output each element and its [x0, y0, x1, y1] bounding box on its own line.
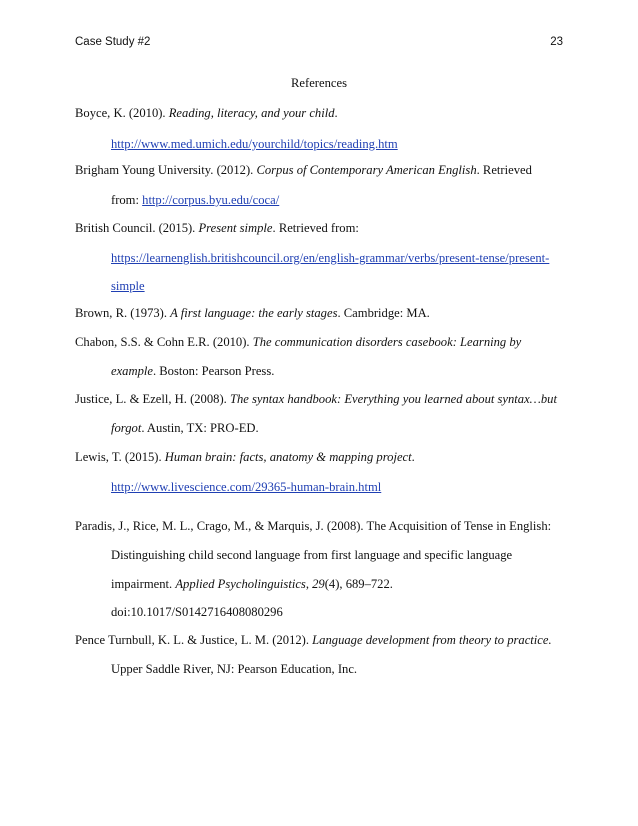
- reference-line: doi:10.1017/S0142716408080296: [111, 605, 283, 619]
- reference-entry-brigham: Brigham Young University. (2012). Corpus of Contemporary American English. Retrieved: [75, 163, 532, 177]
- reference-entry-chabon: Chabon, S.S. & Cohn E.R. (2010). The communication disorders casebook: Learning by: [75, 335, 522, 349]
- reference-line: Upper Saddle River, NJ: Pearson Education, Inc.: [111, 662, 358, 676]
- reference-line: Distinguishing child second language from first language and specific language: [111, 548, 513, 562]
- reference-line: [111, 479, 381, 495]
- reference-line: from: http://corpus.byu.edu/coca/: [111, 193, 280, 207]
- reference-entry-justice: Justice, L. & Ezell, H. (2008). The syntax handbook: Everything you learned about syntax…but: [75, 392, 557, 406]
- reference-line: forgot. Austin, TX: PRO-ED.: [111, 421, 259, 435]
- reference-entry-boyce: Boyce, K. (2010). Reading, literacy, and your child.: [75, 106, 338, 120]
- reference-line: impairment. Applied Psycholinguistics, 29(4), 689–722.: [111, 577, 393, 591]
- british-council-url-link[interactable]: https://learnenglish.britishcouncil.org/en/english-grammar/verbs/present-tense/present-: [111, 251, 550, 265]
- reference-entry-brown: Brown, R. (1973). A first language: the early stages. Cambridge: MA.: [75, 306, 430, 320]
- reference-entry-paradis: Paradis, J., Rice, M. L., Crago, M., & Marquis, J. (2008). The Acquisition of Tense in English:: [75, 519, 552, 533]
- references-title: References: [291, 76, 347, 90]
- reference-entry-pence-turnbull: Pence Turnbull, K. L. & Justice, L. M. (2012). Language development from theory to practice.: [75, 633, 552, 647]
- reference-line: [111, 250, 549, 266]
- lewis-url-link[interactable]: http://www.livescience.com/29365-human-brain.html: [111, 480, 382, 494]
- running-head: Case Study #2: [75, 36, 151, 48]
- boyce-url-link[interactable]: http://www.med.umich.edu/yourchild/topics/reading.htm: [111, 137, 398, 151]
- reference-line: [111, 136, 398, 152]
- reference-line: [111, 278, 145, 294]
- reference-entry-lewis: Lewis, T. (2015). Human brain: facts, anatomy & mapping project.: [75, 450, 415, 464]
- page-number: 23: [550, 36, 563, 48]
- brigham-url-link[interactable]: http://corpus.byu.edu/coca/: [142, 193, 280, 207]
- reference-entry-british-council: British Council. (2015). Present simple. Retrieved from:: [75, 221, 359, 235]
- reference-line: example. Boston: Pearson Press.: [111, 364, 275, 378]
- british-council-url-link-cont[interactable]: simple: [111, 279, 145, 293]
